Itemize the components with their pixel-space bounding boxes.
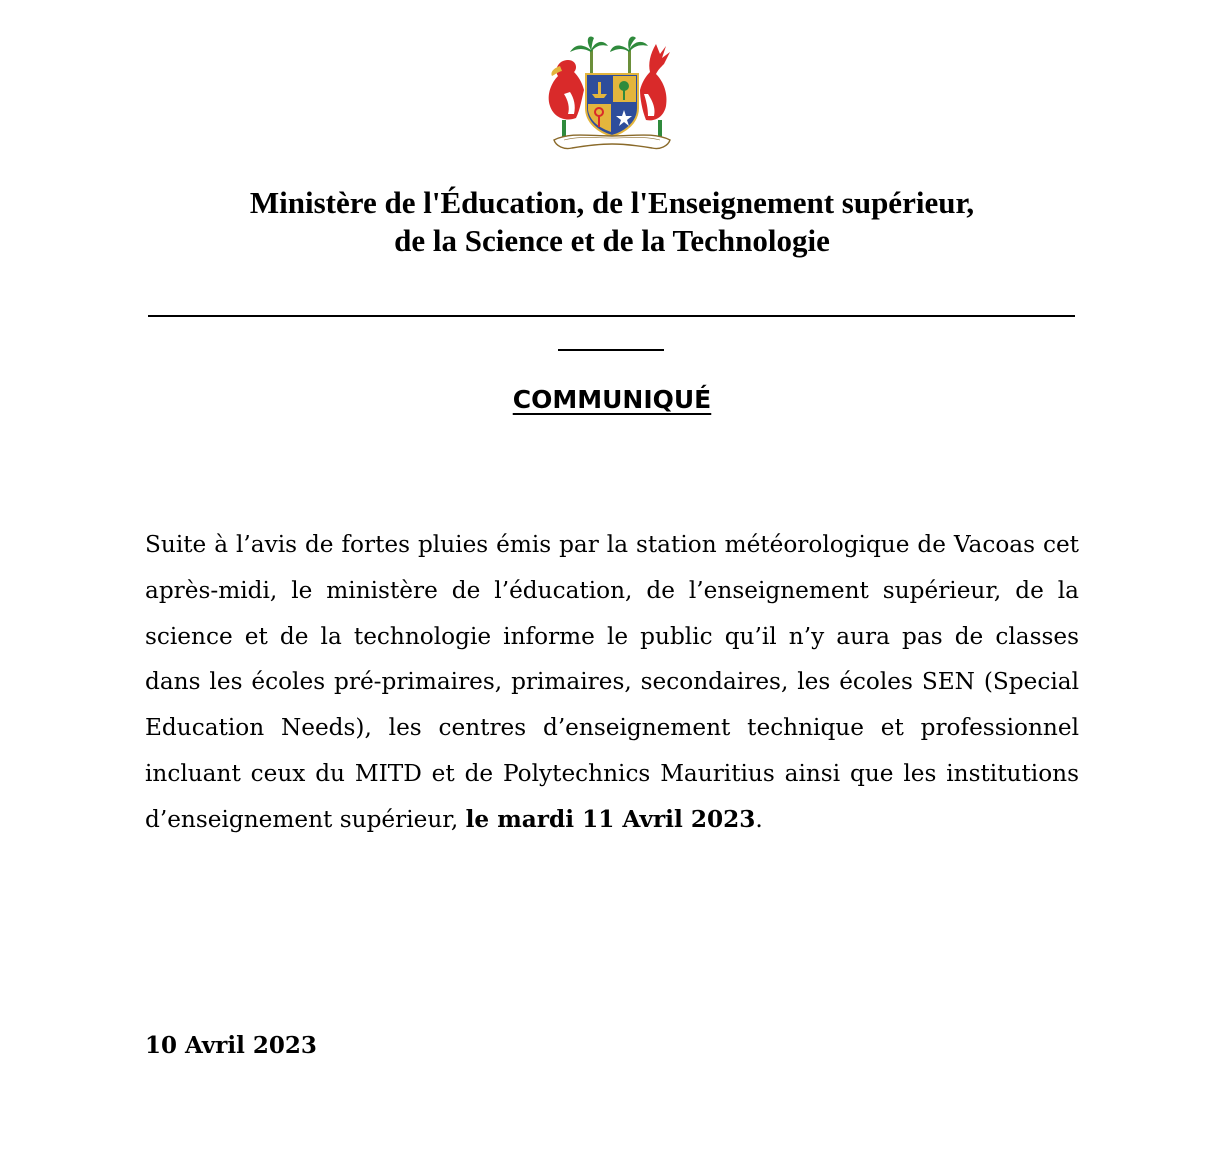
- deer-supporter: [640, 44, 670, 120]
- short-divider: [558, 349, 664, 351]
- ministry-title: [0, 184, 1224, 260]
- body-end: .: [755, 805, 763, 833]
- motto-scroll: [554, 135, 670, 149]
- body-text: Suite à l’avis de fortes pluies émis par la station météorologique de Vacoas cet après-midi, le ministère de l’éducation, de l’enseignement supérieur, de la science et de la technologie informe le public qu’il n’y aura pas de classes dans les écoles pré-primaires, primaires, secondaires, les écoles SEN (Special Education Needs), les centres d’enseignement technique et professionnel incluant ceux du MITD et de Polytechnics Mauritius ainsi que les institutions d’enseignement supérieur,: [145, 531, 1079, 833]
- header-divider: [148, 315, 1075, 317]
- dodo-supporter: [549, 60, 584, 120]
- communique-body: [145, 522, 1079, 843]
- body-emphasis-date: le mardi 11 Avril 2023: [465, 805, 756, 833]
- communique-heading-text: COMMUNIQUÉ: [512, 385, 712, 414]
- ministry-title-line-1: Ministère de l'Éducation, de l'Enseignement supérieur,: [249, 185, 975, 220]
- palm-trees: [570, 37, 648, 77]
- communique-heading: [0, 382, 1224, 418]
- shield: [586, 74, 638, 136]
- ministry-title-line-2: de la Science et de la Technologie: [394, 223, 830, 258]
- coat-of-arms-icon: [540, 36, 684, 156]
- communique-date: 10 Avril 2023: [145, 1032, 317, 1059]
